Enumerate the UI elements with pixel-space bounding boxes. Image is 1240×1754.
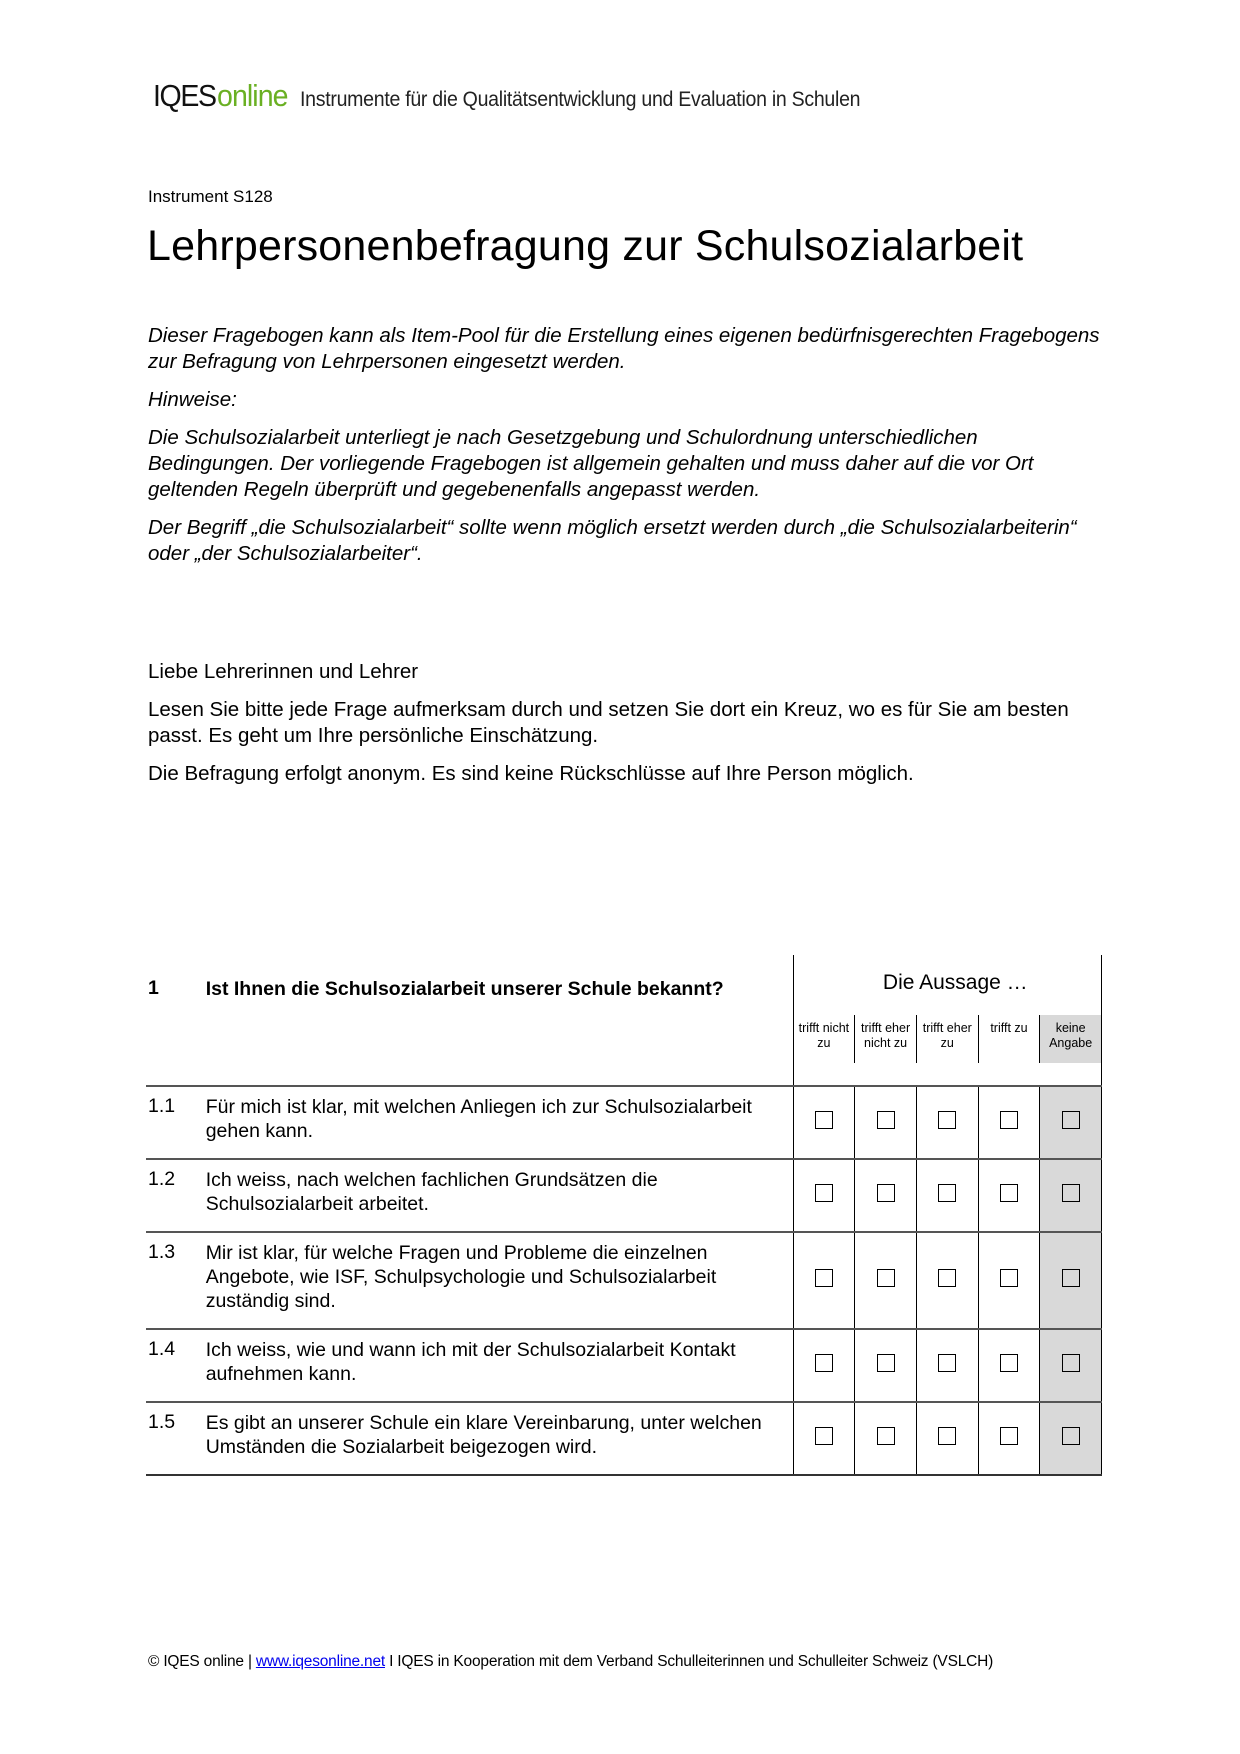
scale-option-trifft-nicht-zu: trifft nicht zu	[798, 1021, 850, 1050]
item-row	[146, 1086, 1102, 1159]
scale-option-trifft-eher-nicht-zu: trifft eher nicht zu	[854, 1015, 916, 1063]
item-text: Mir ist klar, für welche Fragen und Probleme die einzelnen Angebote, wie ISF, Schulpsychologie und Schulsozialarbeit zuständig sind.	[206, 1232, 793, 1329]
answer-cell	[793, 1159, 855, 1232]
answer-cell	[1040, 1159, 1102, 1232]
checkbox-trifft-nicht-zu[interactable]	[815, 1184, 833, 1202]
instrument-label: Instrument S128	[148, 187, 273, 206]
footer-copyright: © IQES online |	[148, 1653, 252, 1670]
scale-option-trifft-zu: trifft zu	[978, 1015, 1040, 1063]
item-row	[146, 1159, 1102, 1232]
checkbox-trifft-nicht-zu[interactable]	[815, 1269, 833, 1287]
answer-cell	[855, 1086, 917, 1159]
anonymity-note: Die Befragung erfolgt anonym. Es sind keine Rückschlüsse auf Ihre Person möglich.	[148, 762, 914, 785]
item-number: 1.5	[146, 1402, 206, 1475]
section-question: Ist Ihnen die Schulsozialarbeit unserer Schule bekannt?	[205, 978, 724, 1000]
checkbox-trifft-zu[interactable]	[1000, 1184, 1018, 1202]
checkbox-keine-angabe[interactable]	[1062, 1269, 1080, 1287]
answer-cell	[916, 1402, 978, 1475]
notes-heading: Hinweise:	[148, 388, 237, 411]
answer-cell	[916, 1329, 978, 1402]
answer-cell	[978, 1159, 1040, 1232]
answer-cell	[1040, 1329, 1102, 1402]
logo-online: online	[217, 78, 288, 113]
item-row	[146, 1402, 1102, 1475]
page-header	[153, 78, 902, 114]
checkbox-trifft-eher-zu[interactable]	[938, 1354, 956, 1372]
item-text: Ich weiss, wie und wann ich mit der Schulsozialarbeit Kontakt aufnehmen kann.	[206, 1329, 793, 1402]
checkbox-trifft-eher-nicht-zu[interactable]	[877, 1111, 895, 1129]
instructions: Lesen Sie bitte jede Frage aufmerksam durch und setzen Sie dort ein Kreuz, wo es für Sie am besten passt. Es geht um Ihre persönliche Einschätzung.	[148, 698, 1069, 747]
checkbox-trifft-eher-zu[interactable]	[938, 1427, 956, 1445]
intro-paragraph: Dieser Fragebogen kann als Item-Pool für die Erstellung eines eigenen bedürfnisgerechten Fragebogens zur Befragung von Lehrpersonen eingesetzt werden.	[148, 324, 1100, 373]
intro-notes	[148, 323, 1108, 579]
answer-cell	[978, 1402, 1040, 1475]
greeting-section	[148, 659, 1118, 799]
answer-cell	[793, 1086, 855, 1159]
scale-header	[793, 955, 1101, 1086]
scale-option-keine-angabe: keine Angabe	[1039, 1015, 1101, 1063]
checkbox-trifft-eher-nicht-zu[interactable]	[877, 1427, 895, 1445]
item-text: Es gibt an unserer Schule ein klare Vereinbarung, unter welchen Umständen die Sozialarbeit beigezogen wird.	[206, 1402, 793, 1475]
checkbox-trifft-zu[interactable]	[1000, 1269, 1018, 1287]
checkbox-trifft-eher-zu[interactable]	[938, 1111, 956, 1129]
answer-cell	[855, 1159, 917, 1232]
document-title: Lehrpersonenbefragung zur Schulsozialarbeit	[147, 222, 1024, 270]
item-number: 1.1	[146, 1086, 206, 1159]
scale-option-trifft-eher-zu: trifft eher zu	[916, 1015, 978, 1063]
logo-iqes: IQES	[153, 78, 216, 113]
item-row	[146, 1232, 1102, 1329]
notes-paragraph: Die Schulsozialarbeit unterliegt je nach Gesetzgebung und Schulordnung unterschiedlichen Bedingungen. Der vorliegende Fragebogen ist allgemein gehalten und muss daher auf die vor Ort geltenden Regeln überprüft und gegebenenfalls angepasst werden.	[148, 426, 1034, 501]
item-number: 1.3	[146, 1232, 206, 1329]
checkbox-trifft-zu[interactable]	[1000, 1427, 1018, 1445]
checkbox-keine-angabe[interactable]	[1062, 1111, 1080, 1129]
checkbox-trifft-nicht-zu[interactable]	[815, 1111, 833, 1129]
answer-cell	[916, 1159, 978, 1232]
checkbox-trifft-nicht-zu[interactable]	[815, 1427, 833, 1445]
section-header-row	[146, 955, 1102, 1086]
answer-cell	[916, 1086, 978, 1159]
answer-cell	[855, 1232, 917, 1329]
item-number: 1.4	[146, 1329, 206, 1402]
answer-cell	[1040, 1086, 1102, 1159]
answer-cell	[916, 1232, 978, 1329]
answer-cell	[1040, 1232, 1102, 1329]
checkbox-trifft-eher-nicht-zu[interactable]	[877, 1354, 895, 1372]
item-text: Ich weiss, nach welchen fachlichen Grundsätzen die Schulsozialarbeit arbeitet.	[206, 1159, 793, 1232]
checkbox-trifft-eher-zu[interactable]	[938, 1269, 956, 1287]
answer-cell	[793, 1329, 855, 1402]
footer-cooperation: I IQES in Kooperation mit dem Verband Schulleiterinnen und Schulleiter Schweiz (VSLCH)	[389, 1653, 994, 1670]
checkbox-trifft-eher-nicht-zu[interactable]	[877, 1184, 895, 1202]
checkbox-trifft-zu[interactable]	[1000, 1354, 1018, 1372]
section-number: 1	[148, 977, 159, 999]
item-text: Für mich ist klar, mit welchen Anliegen ich zur Schulsozialarbeit gehen kann.	[206, 1086, 793, 1159]
notes-paragraph: Der Begriff „die Schulsozialarbeit“ sollte wenn möglich ersetzt werden durch „die Schulsozialarbeiterin“ oder „der Schulsozialarbeiter“.	[148, 516, 1077, 565]
item-row	[146, 1329, 1102, 1402]
answer-cell	[855, 1402, 917, 1475]
checkbox-keine-angabe[interactable]	[1062, 1354, 1080, 1372]
answer-cell	[855, 1329, 917, 1402]
checkbox-trifft-eher-zu[interactable]	[938, 1184, 956, 1202]
item-number: 1.2	[146, 1159, 206, 1232]
answer-cell	[978, 1086, 1040, 1159]
answer-cell	[1040, 1402, 1102, 1475]
checkbox-trifft-zu[interactable]	[1000, 1111, 1018, 1129]
checkbox-trifft-nicht-zu[interactable]	[815, 1354, 833, 1372]
answer-cell	[793, 1402, 855, 1475]
answer-cell	[793, 1232, 855, 1329]
checkbox-keine-angabe[interactable]	[1062, 1427, 1080, 1445]
header-tagline: Instrumente für die Qualitätsentwicklung und Evaluation in Schulen	[299, 88, 861, 111]
scale-options	[794, 1015, 1101, 1063]
checkbox-keine-angabe[interactable]	[1062, 1184, 1080, 1202]
answer-cell	[978, 1232, 1040, 1329]
salutation: Liebe Lehrerinnen und Lehrer	[148, 660, 419, 683]
page-footer	[148, 1653, 993, 1671]
scale-title: Die Aussage …	[882, 971, 1028, 994]
footer-website-link[interactable]: www.iqesonline.net	[255, 1653, 385, 1670]
answer-cell	[978, 1329, 1040, 1402]
questionnaire-table	[146, 955, 1102, 1476]
checkbox-trifft-eher-nicht-zu[interactable]	[877, 1269, 895, 1287]
